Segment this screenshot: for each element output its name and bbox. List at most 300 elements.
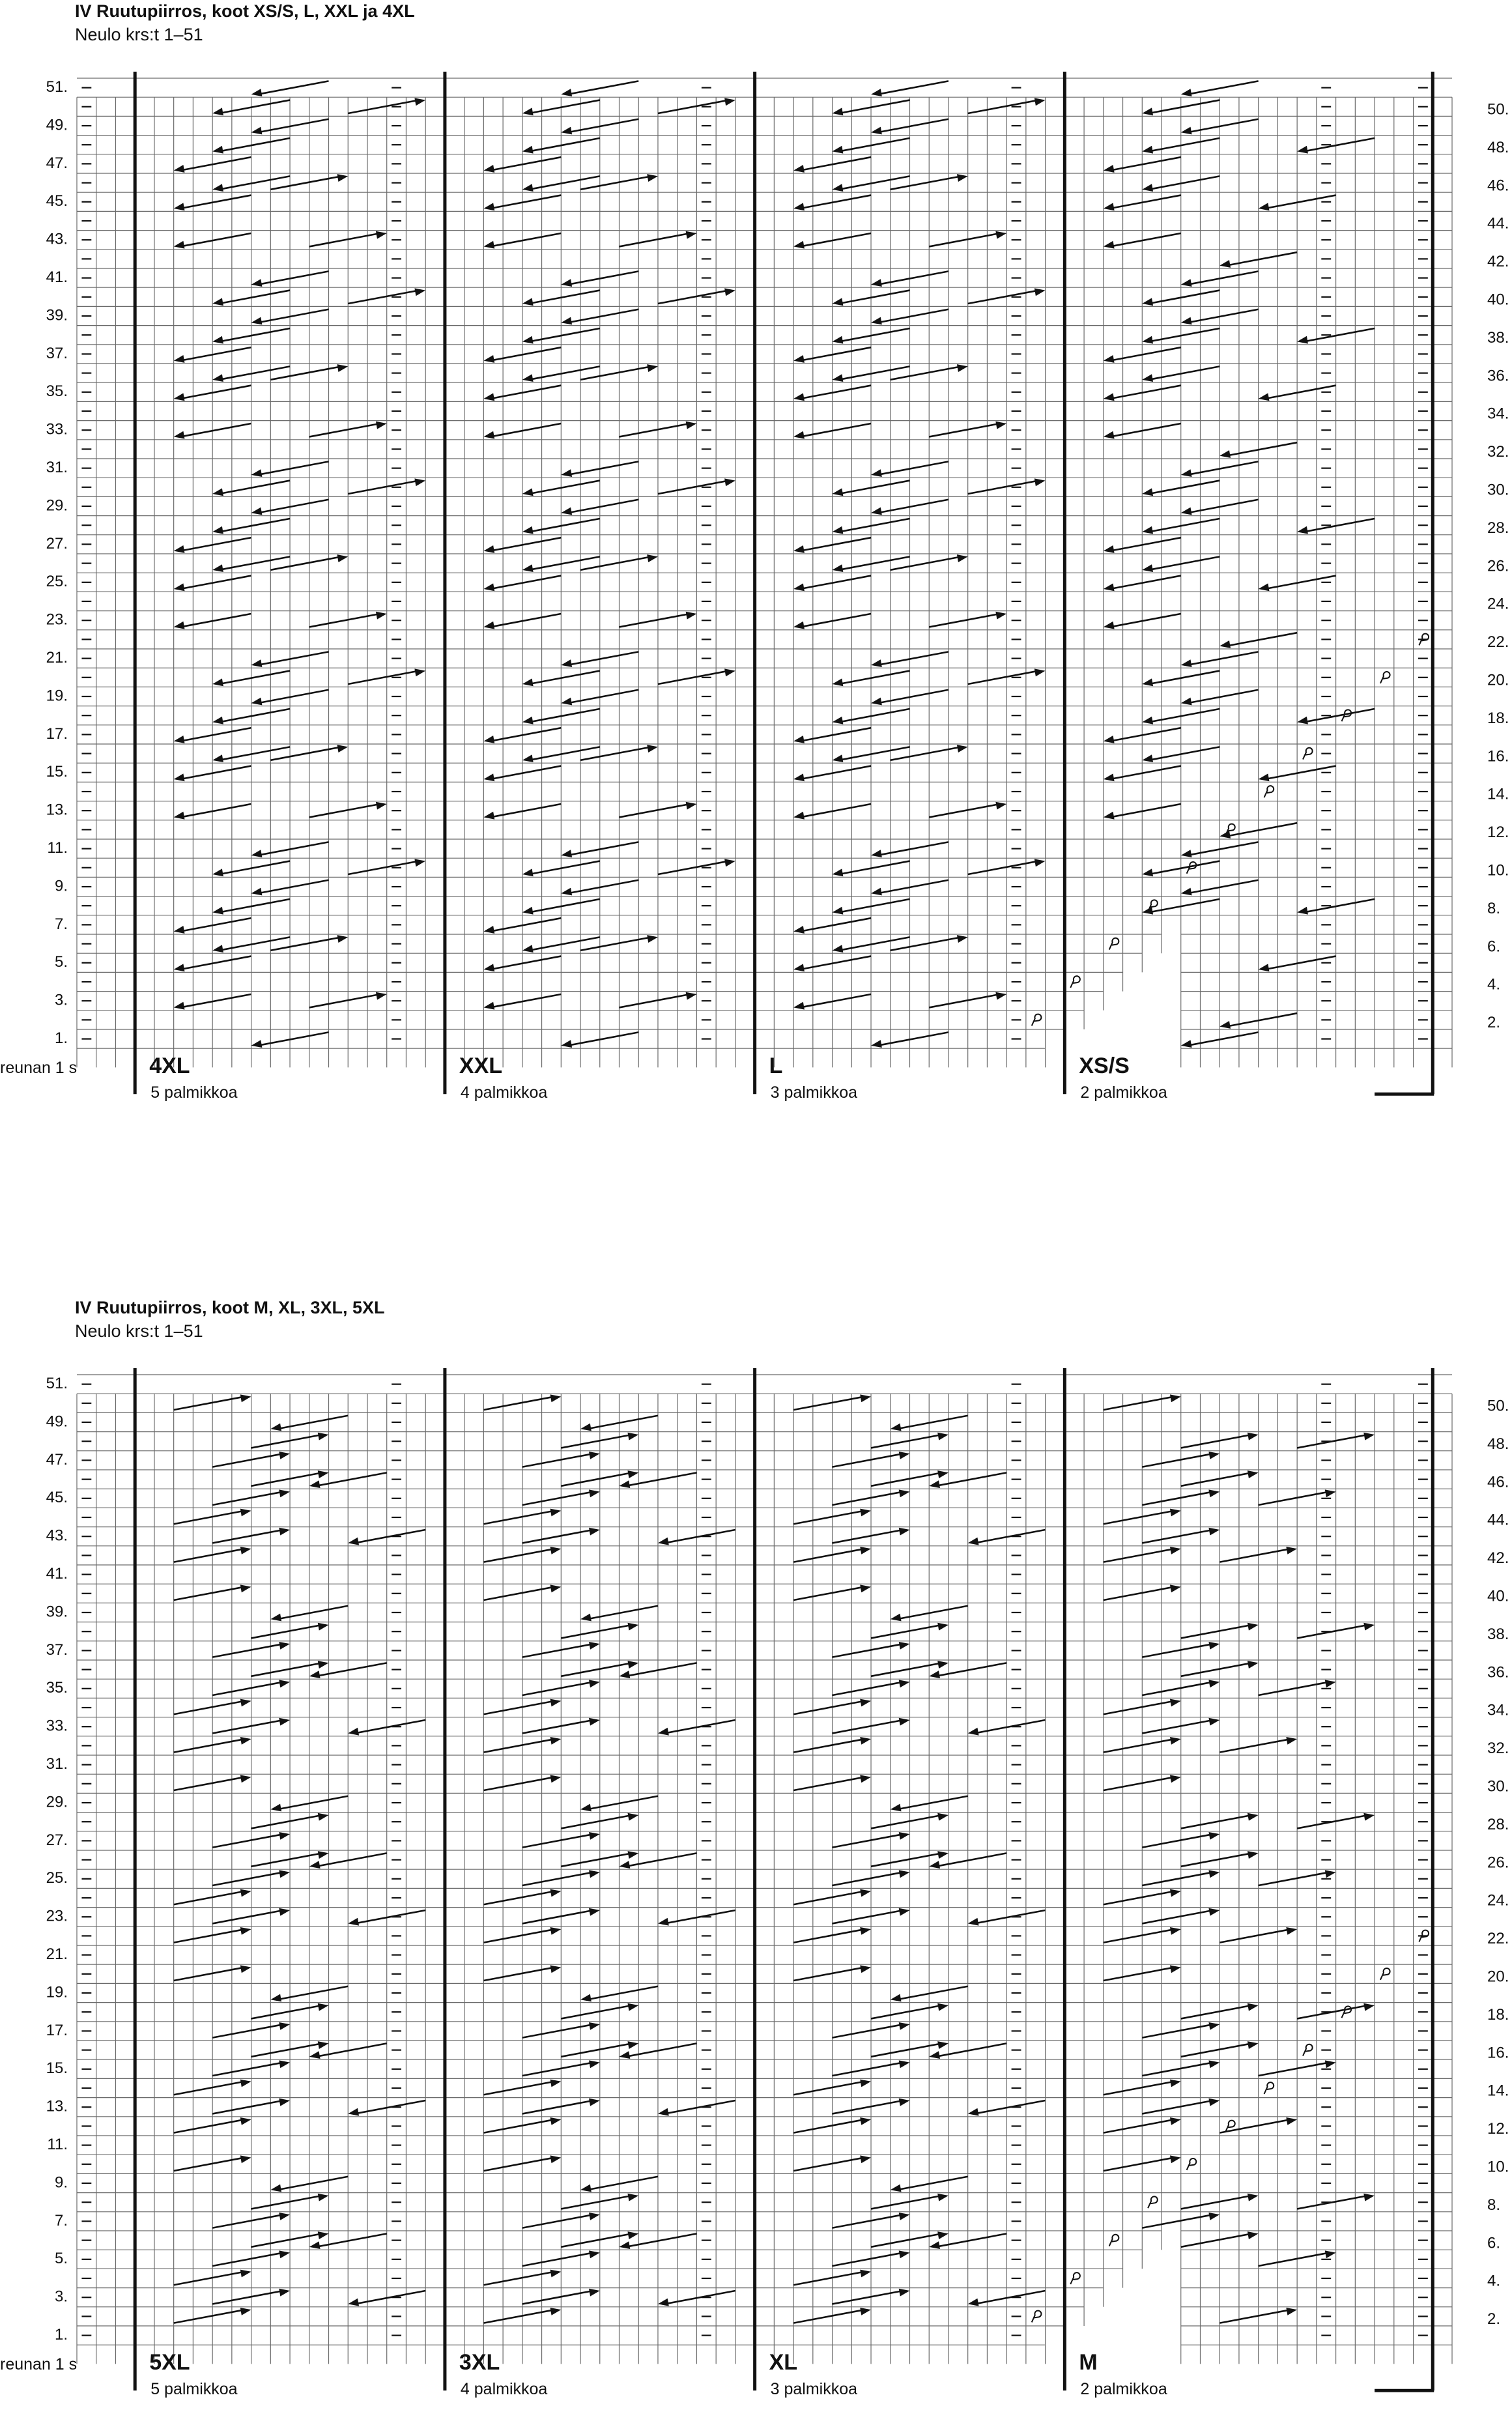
cable-arrow-head xyxy=(212,488,223,496)
row-label-left: 29. xyxy=(46,496,68,515)
row-label-right: 40. xyxy=(1487,1587,1509,1605)
cable-arrow-line xyxy=(219,861,290,874)
cable-arrow-line xyxy=(1104,2158,1175,2171)
cable-arrow-line xyxy=(316,1472,387,1485)
cable-arrow-line xyxy=(483,1777,554,1790)
cable-arrow-line xyxy=(1220,1739,1291,1752)
cable-arrow-line xyxy=(1104,1587,1175,1600)
cable-arrow-head xyxy=(1034,668,1046,676)
cable-arrow-line xyxy=(1188,309,1259,322)
cable-arrow-head xyxy=(860,2155,871,2163)
cable-arrow-line xyxy=(1104,1777,1175,1790)
cable-arrow-head xyxy=(1104,241,1115,249)
cable-arrow-line xyxy=(212,1644,283,1657)
cable-arrow-head xyxy=(793,964,805,971)
cable-arrow-head xyxy=(1170,1584,1181,1592)
cable-arrow-head xyxy=(240,1965,251,1973)
cable-arrow-head xyxy=(483,545,494,553)
cable-arrow-head xyxy=(522,868,534,876)
cable-arrow-line xyxy=(793,1587,864,1600)
cable-arrow-line xyxy=(212,2024,283,2037)
cable-arrow-line xyxy=(1188,880,1259,893)
cable-arrow-head xyxy=(279,1832,290,1840)
cable-arrow-head xyxy=(1181,317,1192,325)
cable-arrow-line xyxy=(180,423,251,437)
cable-arrow-line xyxy=(871,1663,942,1676)
cable-arrow-head xyxy=(871,1040,882,1048)
cable-arrow-head xyxy=(620,2241,631,2249)
cable-arrow-head xyxy=(647,745,658,752)
cable-arrow-line xyxy=(1148,100,1220,113)
cable-arrow-line xyxy=(490,728,561,741)
cable-arrow-head xyxy=(686,422,697,429)
cable-arrow-line xyxy=(587,1606,658,1619)
row-label-right: 16. xyxy=(1487,747,1509,766)
cable-arrow-line xyxy=(567,81,638,94)
row-label-right: 42. xyxy=(1487,253,1509,271)
cable-arrow-head xyxy=(1286,1927,1297,1935)
cable-arrow-head xyxy=(251,127,263,135)
row-label-left: 31. xyxy=(46,1755,68,1773)
cable-arrow-head xyxy=(212,717,223,724)
cable-arrow-head xyxy=(1104,203,1115,210)
cable-arrow-head xyxy=(174,1002,185,1010)
cable-arrow-head xyxy=(793,812,805,820)
cable-arrow-line xyxy=(1104,1968,1175,1981)
cable-arrow-head xyxy=(561,850,572,857)
cable-arrow-head xyxy=(279,1642,290,1650)
cable-arrow-line xyxy=(833,1682,904,1695)
cable-arrow-head xyxy=(899,1718,910,1726)
decrease-symbol xyxy=(1187,2158,1197,2170)
cable-arrow-head xyxy=(589,2022,600,2030)
cable-arrow-head xyxy=(550,2308,562,2315)
chart-subtitle: Neulo krs:t 1–51 xyxy=(75,25,203,44)
cable-arrow-line xyxy=(1148,138,1220,151)
row-label-left: 13. xyxy=(46,801,68,819)
cable-arrow-head xyxy=(279,1680,290,1687)
cable-arrow-head xyxy=(1325,2060,1336,2068)
decrease-symbol xyxy=(1380,1968,1390,1980)
cable-arrow-line xyxy=(800,233,871,246)
cable-arrow-line xyxy=(1220,2119,1291,2132)
cable-arrow-line xyxy=(877,119,949,132)
cable-arrow-head xyxy=(1034,859,1046,867)
cable-arrow-head xyxy=(561,888,572,896)
cable-arrow-line xyxy=(1104,1891,1175,1904)
braid-count-label: 2 palmikkoa xyxy=(1080,2380,1167,2399)
cable-arrow-line xyxy=(626,1472,697,1485)
cable-arrow-head xyxy=(1208,2022,1220,2030)
row-label-right: 22. xyxy=(1487,633,1509,652)
cable-arrow-head xyxy=(1104,355,1115,363)
cable-arrow-line xyxy=(968,100,1039,113)
cable-arrow-head xyxy=(1220,640,1231,648)
cable-arrow-line xyxy=(793,2119,864,2132)
cable-arrow-head xyxy=(240,2270,251,2278)
cable-arrow-line xyxy=(212,1720,283,1733)
braid-count-label: 5 palmikkoa xyxy=(150,2380,238,2399)
cable-arrow-head xyxy=(1363,1623,1375,1631)
cable-arrow-head xyxy=(483,355,494,363)
decrease-symbol xyxy=(1032,1014,1042,1026)
cable-arrow-head xyxy=(968,1728,979,1736)
size-label: XL xyxy=(769,2350,798,2375)
cable-arrow-head xyxy=(337,174,348,182)
cable-arrow-head xyxy=(522,754,534,762)
cable-arrow-head xyxy=(871,469,882,477)
cable-arrow-line xyxy=(1110,157,1181,170)
cable-arrow-line xyxy=(212,2214,283,2228)
cable-arrow-line xyxy=(219,519,290,532)
cable-arrow-head xyxy=(1248,1470,1259,1478)
cable-arrow-head xyxy=(871,888,882,896)
row-label-left: 51. xyxy=(46,78,68,96)
cable-arrow-head xyxy=(1286,2117,1297,2125)
cable-arrow-head xyxy=(937,2231,949,2239)
cable-arrow-head xyxy=(550,1965,562,1973)
cable-arrow-line xyxy=(561,1472,632,1485)
row-label-right: 46. xyxy=(1487,1473,1509,1491)
cable-arrow-head xyxy=(1363,1433,1375,1440)
cable-arrow-head xyxy=(270,2185,281,2192)
cable-arrow-head xyxy=(1208,2099,1220,2106)
cable-arrow-head xyxy=(937,1661,949,1669)
cable-arrow-line xyxy=(567,309,638,322)
cable-arrow-head xyxy=(1248,2041,1259,2049)
cable-arrow-head xyxy=(1104,583,1115,591)
cable-arrow-head xyxy=(1208,1642,1220,1650)
row-label-left: 37. xyxy=(46,1641,68,1659)
cable-arrow-line xyxy=(561,1625,632,1638)
cable-arrow-head xyxy=(658,2108,669,2116)
decrease-symbol xyxy=(1070,976,1080,988)
cable-arrow-line xyxy=(1148,519,1220,532)
cable-arrow-head xyxy=(1325,2250,1336,2258)
cable-arrow-line xyxy=(522,1492,593,1505)
row-label-right: 22. xyxy=(1487,1930,1509,1948)
cable-arrow-head xyxy=(937,1433,949,1440)
cable-arrow-head xyxy=(174,203,185,210)
braid-count-label: 5 palmikkoa xyxy=(150,1083,238,1102)
cable-arrow-line xyxy=(258,271,329,284)
cable-arrow-line xyxy=(587,1416,658,1429)
cable-arrow-line xyxy=(839,481,910,494)
cable-arrow-head xyxy=(1181,888,1192,896)
cable-arrow-line xyxy=(871,1815,942,1828)
cable-arrow-line xyxy=(490,918,561,931)
cable-arrow-head xyxy=(1034,98,1046,106)
cable-arrow-head xyxy=(376,231,387,239)
cable-arrow-line xyxy=(975,2100,1046,2114)
cable-arrow-head xyxy=(793,241,805,249)
cable-arrow-line xyxy=(1181,2196,1252,2209)
cable-arrow-head xyxy=(647,364,658,372)
cable-arrow-line xyxy=(871,2043,942,2056)
cable-arrow-head xyxy=(995,992,1006,1000)
cable-arrow-line xyxy=(1104,2119,1175,2132)
cable-arrow-head xyxy=(793,773,805,781)
cable-arrow-line xyxy=(935,2233,1006,2246)
cable-arrow-line xyxy=(561,1853,632,1866)
cable-arrow-head xyxy=(561,698,572,706)
cable-arrow-line xyxy=(258,842,329,855)
cable-arrow-line xyxy=(1181,2233,1252,2246)
cable-arrow-line xyxy=(1142,1682,1213,1695)
cable-arrow-line xyxy=(174,1587,245,1600)
cable-arrow-head xyxy=(580,1424,592,1431)
cable-arrow-head xyxy=(860,1699,871,1707)
cable-arrow-line xyxy=(1148,861,1220,874)
cable-arrow-head xyxy=(929,2241,940,2249)
cable-arrow-line xyxy=(793,1397,864,1410)
cable-arrow-line xyxy=(1148,747,1220,760)
cable-arrow-head xyxy=(1142,374,1153,382)
cable-arrow-head xyxy=(212,374,223,382)
cable-arrow-head xyxy=(522,374,534,382)
decrease-symbol xyxy=(1070,2272,1080,2284)
size-label: 3XL xyxy=(459,2350,500,2375)
cable-arrow-line xyxy=(793,2158,864,2171)
cable-arrow-line xyxy=(658,100,729,113)
cable-arrow-line xyxy=(800,956,871,969)
cable-arrow-line xyxy=(1148,176,1220,189)
cable-arrow-head xyxy=(891,1804,902,1812)
cable-arrow-head xyxy=(1142,298,1153,306)
cable-arrow-head xyxy=(212,945,223,953)
cable-arrow-head xyxy=(414,288,425,296)
cable-arrow-line xyxy=(219,138,290,151)
row-label-left: 9. xyxy=(54,2173,68,2192)
row-label-right: 18. xyxy=(1487,709,1509,727)
cable-arrow-line xyxy=(490,537,561,551)
cable-arrow-head xyxy=(793,545,805,553)
cable-arrow-line xyxy=(1304,899,1375,912)
cable-arrow-line xyxy=(180,918,251,931)
cable-arrow-head xyxy=(968,1918,979,1926)
cable-arrow-head xyxy=(1286,2308,1297,2315)
cable-arrow-line xyxy=(1104,1929,1175,1942)
row-label-left: 15. xyxy=(46,763,68,781)
cable-arrow-head xyxy=(174,583,185,591)
cable-arrow-head xyxy=(589,1489,600,1497)
cable-arrow-head xyxy=(1208,1680,1220,1687)
decrease-symbol xyxy=(1380,672,1390,683)
cable-arrow-head xyxy=(1181,850,1192,857)
cable-arrow-line xyxy=(316,2043,387,2056)
cable-arrow-head xyxy=(580,2185,592,2192)
row-label-left: 43. xyxy=(46,1526,68,1545)
row-label-right: 2. xyxy=(1487,1014,1501,1032)
chart-bottom xyxy=(0,1297,1512,2436)
cable-arrow-head xyxy=(309,2241,321,2249)
cable-arrow-head xyxy=(1170,1509,1181,1517)
cable-arrow-line xyxy=(258,1032,329,1045)
cable-arrow-head xyxy=(376,992,387,1000)
cable-arrow-head xyxy=(589,2060,600,2068)
cable-arrow-head xyxy=(348,2108,359,2116)
cable-arrow-head xyxy=(1104,773,1115,781)
edge-stitch-label: reunan 1 s xyxy=(0,1059,78,1078)
cable-arrow-line xyxy=(658,861,729,874)
cable-arrow-head xyxy=(1220,260,1231,268)
cable-arrow-line xyxy=(1188,500,1259,513)
cable-arrow-head xyxy=(522,678,534,686)
cable-arrow-line xyxy=(1226,442,1297,455)
cable-arrow-line xyxy=(871,1853,942,1866)
cable-arrow-head xyxy=(279,2022,290,2030)
cable-arrow-line xyxy=(793,1777,864,1790)
cable-arrow-head xyxy=(1142,754,1153,762)
cable-arrow-line xyxy=(877,652,949,665)
cable-arrow-head xyxy=(240,1509,251,1517)
cable-arrow-line xyxy=(839,709,910,722)
cable-arrow-line xyxy=(561,2043,632,2056)
cable-arrow-line xyxy=(1148,291,1220,304)
row-label-left: 13. xyxy=(46,2097,68,2115)
cable-arrow-line xyxy=(935,1472,1006,1485)
cable-arrow-head xyxy=(279,2289,290,2297)
cable-arrow-head xyxy=(899,1489,910,1497)
row-label-right: 4. xyxy=(1487,975,1501,994)
cable-arrow-head xyxy=(647,174,658,182)
size-label: 5XL xyxy=(149,2350,190,2375)
cable-arrow-head xyxy=(627,1813,638,1821)
cable-arrow-head xyxy=(620,1480,631,1488)
row-label-left: 25. xyxy=(46,1869,68,1887)
cable-arrow-head xyxy=(833,374,844,382)
cable-arrow-head xyxy=(522,488,534,496)
cable-arrow-line xyxy=(354,1910,425,1923)
cable-arrow-line xyxy=(522,2063,593,2076)
cable-arrow-line xyxy=(1142,2024,1213,2037)
cable-arrow-line xyxy=(490,195,561,208)
cable-arrow-line xyxy=(1110,804,1181,817)
cable-arrow-head xyxy=(1104,431,1115,439)
cable-arrow-line xyxy=(490,386,561,399)
cable-arrow-head xyxy=(833,564,844,572)
cable-arrow-head xyxy=(937,2003,949,2011)
cable-arrow-head xyxy=(899,1452,910,1459)
cable-arrow-line xyxy=(348,671,419,684)
cable-arrow-line xyxy=(800,576,871,589)
cable-arrow-line xyxy=(587,2177,658,2190)
cable-arrow-line xyxy=(490,576,561,589)
cable-arrow-line xyxy=(219,100,290,113)
cable-arrow-head xyxy=(686,802,697,810)
cable-arrow-head xyxy=(212,146,223,154)
cable-arrow-line xyxy=(800,614,871,627)
cable-arrow-head xyxy=(899,2289,910,2297)
cable-arrow-head xyxy=(1181,508,1192,515)
cable-arrow-head xyxy=(580,1614,592,1622)
cable-arrow-line xyxy=(877,880,949,893)
row-label-left: 17. xyxy=(46,724,68,743)
cable-arrow-head xyxy=(620,1861,631,1869)
cable-arrow-line xyxy=(567,119,638,132)
cable-arrow-line xyxy=(626,1663,697,1676)
cable-arrow-line xyxy=(309,614,380,627)
cable-arrow-head xyxy=(1181,279,1192,287)
cable-arrow-head xyxy=(240,1699,251,1707)
cable-arrow-line xyxy=(490,157,561,170)
cable-arrow-line xyxy=(180,537,251,551)
cable-arrow-head xyxy=(309,2051,321,2059)
row-label-left: 1. xyxy=(54,1029,68,1048)
cable-arrow-head xyxy=(414,478,425,486)
cable-arrow-head xyxy=(891,1614,902,1622)
cable-arrow-head xyxy=(550,1775,562,1783)
cable-arrow-head xyxy=(251,469,263,477)
cable-arrow-line xyxy=(664,2291,735,2304)
cable-arrow-line xyxy=(839,100,910,113)
cable-arrow-head xyxy=(793,203,805,210)
cable-arrow-head xyxy=(793,165,805,173)
cable-arrow-line xyxy=(258,652,329,665)
cable-arrow-head xyxy=(270,1614,281,1622)
row-label-right: 26. xyxy=(1487,557,1509,575)
decrease-symbol xyxy=(1148,2196,1158,2208)
cable-arrow-head xyxy=(240,2155,251,2163)
cable-arrow-head xyxy=(550,1889,562,1897)
cable-arrow-line xyxy=(839,138,910,151)
cable-arrow-line xyxy=(833,1530,904,1543)
cable-arrow-head xyxy=(860,1965,871,1973)
cable-arrow-line xyxy=(1297,1625,1368,1638)
cable-arrow-head xyxy=(174,431,185,439)
cable-arrow-line xyxy=(567,652,638,665)
row-label-left: 27. xyxy=(46,1831,68,1849)
cable-arrow-head xyxy=(1363,1813,1375,1821)
row-label-left: 29. xyxy=(46,1793,68,1811)
cable-arrow-head xyxy=(860,1927,871,1935)
cable-arrow-head xyxy=(957,174,968,182)
cable-arrow-head xyxy=(550,2080,562,2087)
row-label-right: 4. xyxy=(1487,2272,1501,2290)
cable-arrow-line xyxy=(1110,195,1181,208)
cable-arrow-line xyxy=(833,2214,904,2228)
cable-arrow-head xyxy=(174,926,185,934)
cable-arrow-head xyxy=(1248,2194,1259,2201)
cable-arrow-head xyxy=(833,945,844,953)
cable-arrow-line xyxy=(839,519,910,532)
chart-title: IV Ruutupiirros, koot M, XL, 3XL, 5XL xyxy=(75,1298,385,1317)
cable-arrow-line xyxy=(567,842,638,855)
cable-arrow-line xyxy=(567,1032,638,1045)
cable-arrow-line xyxy=(180,386,251,399)
cable-arrow-line xyxy=(561,1815,632,1828)
cable-arrow-head xyxy=(483,165,494,173)
cable-arrow-head xyxy=(899,2022,910,2030)
cable-arrow-line xyxy=(219,899,290,912)
cable-arrow-head xyxy=(212,868,223,876)
cable-arrow-line xyxy=(174,1929,245,1942)
cable-arrow-line xyxy=(897,1416,968,1429)
cable-arrow-line xyxy=(219,328,290,341)
row-label-left: 37. xyxy=(46,344,68,362)
cable-arrow-line xyxy=(529,328,600,341)
size-label: XXL xyxy=(459,1053,503,1079)
cable-arrow-head xyxy=(1170,1737,1181,1745)
cable-arrow-head xyxy=(899,1528,910,1536)
cable-arrow-head xyxy=(860,1394,871,1402)
cable-arrow-head xyxy=(580,1994,592,2002)
cable-arrow-head xyxy=(251,1040,263,1048)
cable-arrow-line xyxy=(529,138,600,151)
row-label-right: 24. xyxy=(1487,595,1509,613)
row-label-right: 30. xyxy=(1487,481,1509,499)
cable-arrow-head xyxy=(309,1670,321,1678)
